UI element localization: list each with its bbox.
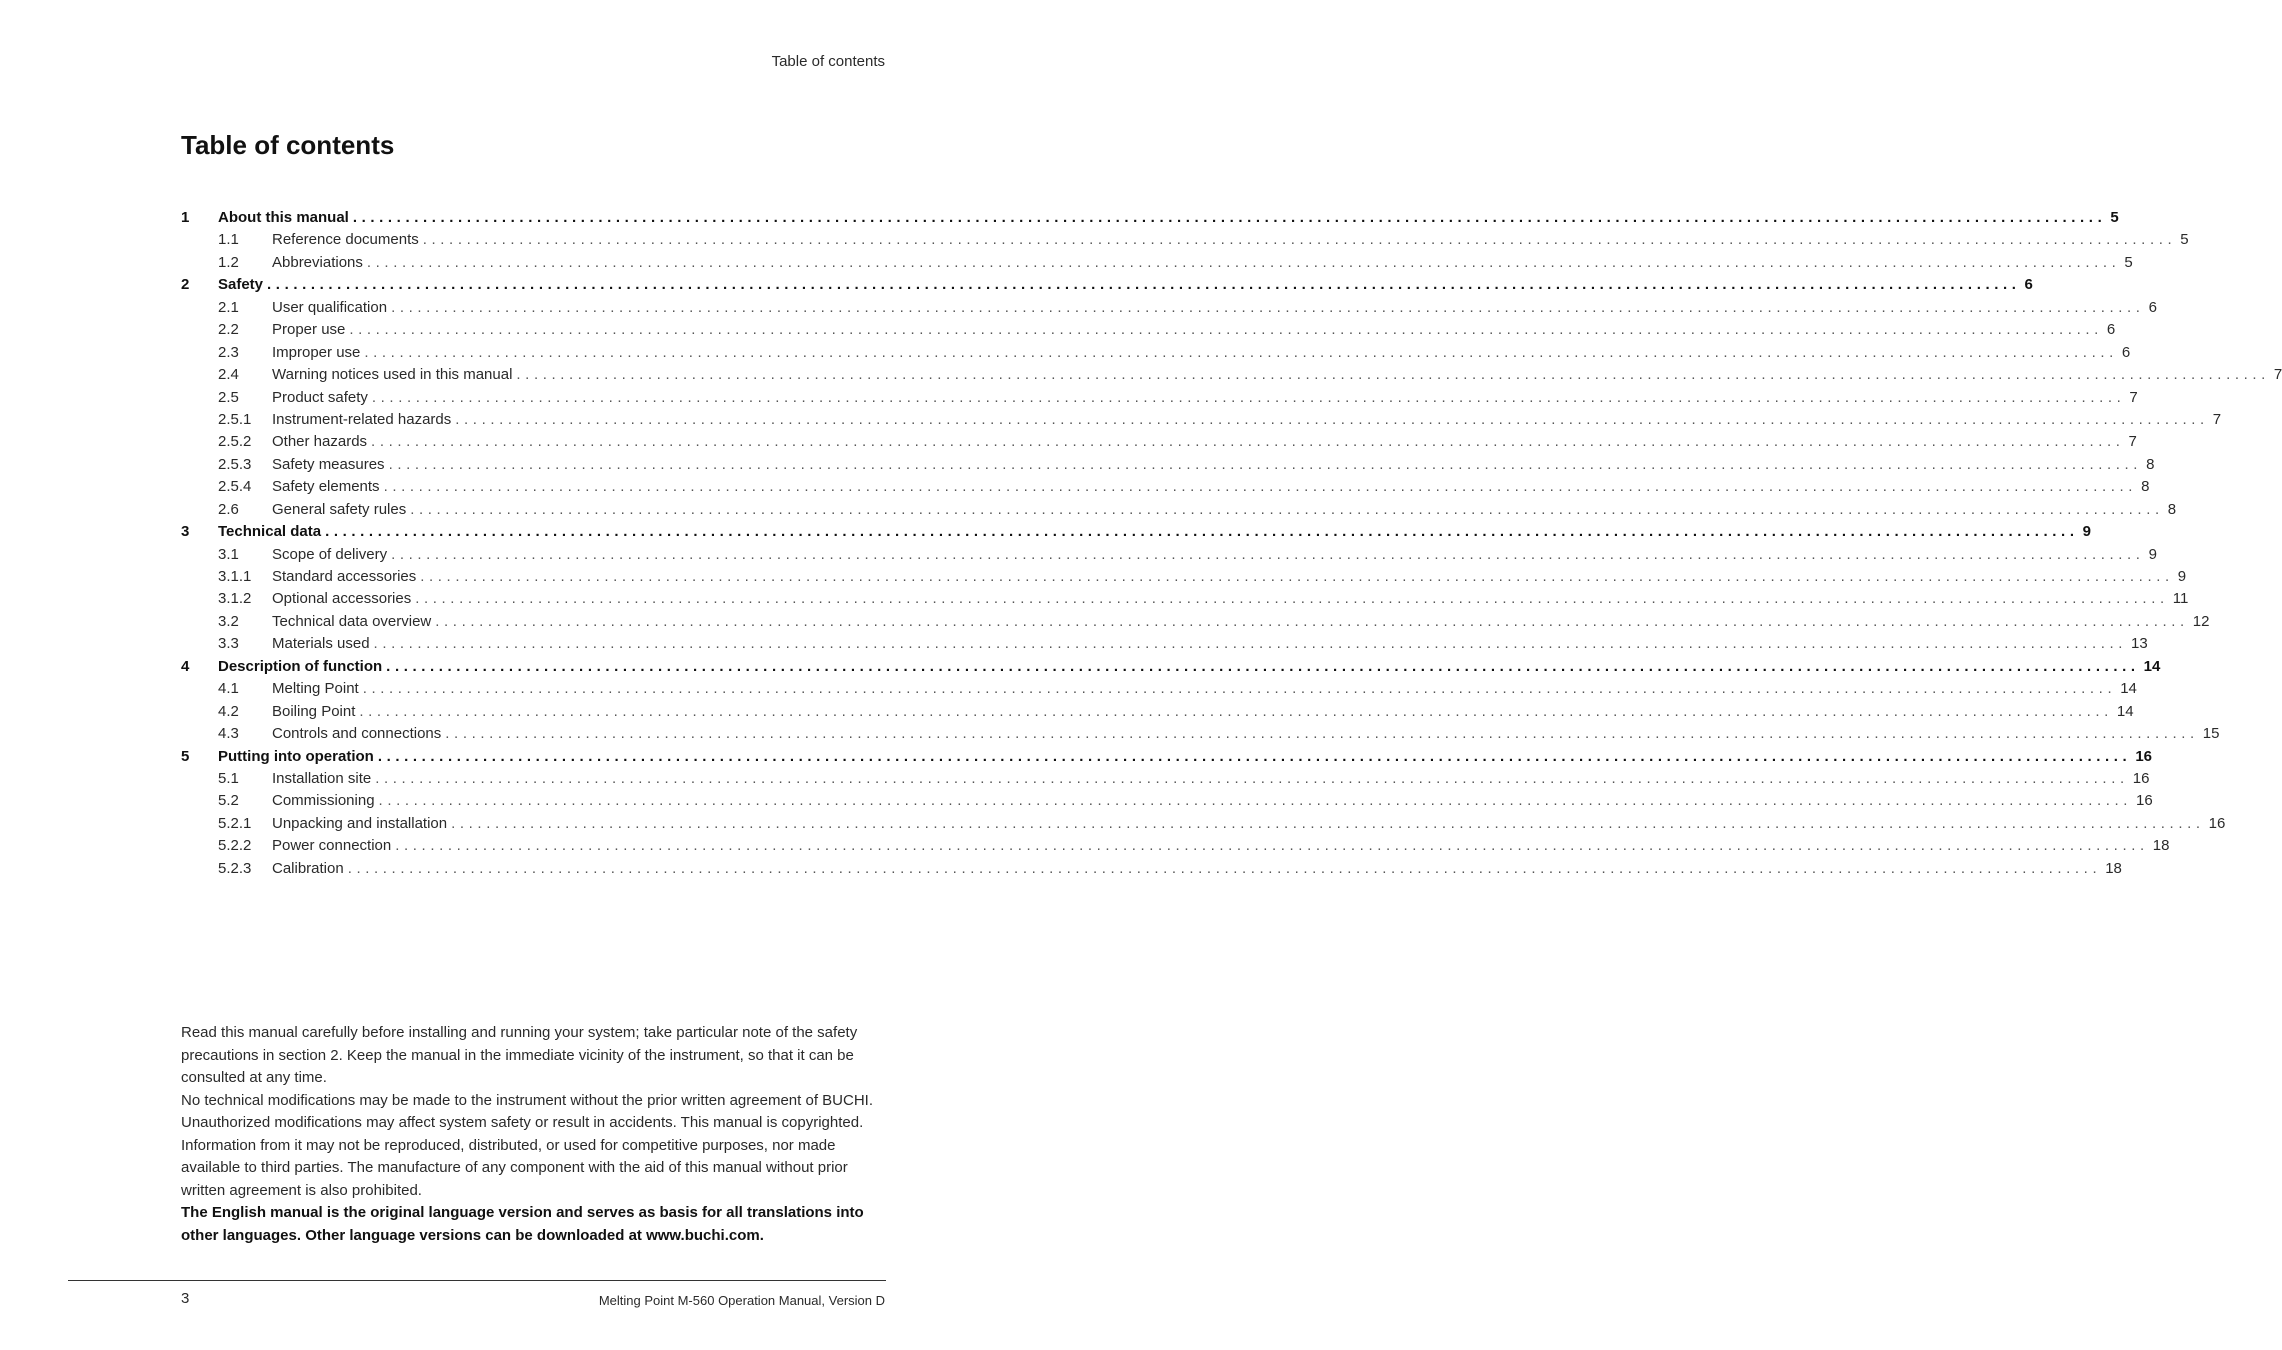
toc-dot-leader: ........................................................................................................................................................................................................ — [386, 657, 2140, 675]
toc-entry[interactable] — [181, 387, 2138, 409]
toc-dot-leader: ........................................................................................................................................................................................................ — [378, 792, 2133, 810]
toc-entry-number: 2.5.4 — [218, 478, 252, 496]
notice-paragraph-copyright: No technical modifications may be made to the instrument without the prior written agreement of BUCHI. Unauthorized modifications may affect system safety or result in accidents. This manual is copyrighted. Information from it may not be reproduced, distributed, or used for competitive purposes, nor made available to third parties. The manufacture of any component with the aid of this manual without prior written agreement is also prohibited. — [181, 1091, 873, 1199]
toc-dot-leader: ........................................................................................................................................................................................................ — [377, 747, 2132, 765]
toc-entry-title: User qualification — [272, 298, 388, 316]
toc-dot-leader: ........................................................................................................................................................................................................ — [410, 500, 2164, 518]
toc-entry-page: 6 — [2121, 343, 2131, 361]
toc-entry-page: 7 — [2128, 433, 2137, 451]
toc-dot-leader: ........................................................................................................................................................................................................ — [455, 410, 2209, 428]
toc-entry-number: 5 — [181, 747, 190, 765]
toc-entry[interactable] — [181, 544, 2157, 566]
toc-entry-page: 9 — [2177, 568, 2187, 585]
toc-dot-leader: ........................................................................................................................................................................................................ — [445, 725, 2199, 743]
toc-entry-title: Abbreviations — [272, 253, 363, 271]
toc-entry-number: 1 — [181, 209, 190, 226]
toc-entry-number: 2.2 — [218, 321, 239, 339]
toc-dot-leader: ........................................................................................................................................................................................................ — [347, 859, 2102, 877]
toc-entry-page: 7 — [2129, 388, 2138, 406]
toc-entry-page: 13 — [2131, 635, 2148, 653]
toc-dot-leader: ........................................................................................................................................................................................................ — [420, 568, 2174, 585]
toc-entry[interactable] — [181, 835, 2170, 857]
toc-entry-title: Melting Point — [272, 680, 359, 698]
toc-entry-title: Product safety — [272, 388, 368, 406]
toc-entry[interactable] — [181, 768, 2150, 790]
toc-entry-title: Safety — [218, 276, 264, 294]
toc-dot-leader: ........................................................................................................................................................................................................ — [435, 612, 2189, 630]
toc-entry-page: 6 — [2148, 298, 2157, 316]
toc-entry[interactable] — [181, 813, 2226, 835]
toc-entry[interactable] — [181, 746, 2152, 768]
toc-entry-title: Technical data overview — [272, 612, 432, 630]
toc-entry-page: 18 — [2152, 837, 2170, 855]
toc-entry-title: Boiling Point — [272, 702, 356, 720]
toc-entry-title: Controls and connections — [272, 725, 442, 743]
toc-entry[interactable] — [181, 229, 2189, 251]
toc-entry[interactable] — [181, 297, 2157, 319]
toc-entry-page: 14 — [2143, 657, 2161, 675]
toc-entry[interactable] — [181, 409, 2222, 431]
toc-entry-page: 6 — [2106, 321, 2116, 339]
toc-dot-leader: ........................................................................................................................................................................................................ — [451, 814, 2205, 832]
toc-entry-title: Standard accessories — [272, 568, 417, 585]
toc-dot-leader: ........................................................................................................................................................................................................ — [422, 231, 2177, 249]
toc-entry[interactable] — [181, 588, 2189, 610]
toc-entry-page: 8 — [2141, 478, 2150, 496]
toc-dot-leader: ........................................................................................................................................................................................................ — [267, 276, 2021, 294]
toc-entry-page: 15 — [2202, 725, 2220, 743]
toc-dot-leader: ........................................................................................................................................................................................................ — [375, 769, 2129, 787]
toc-entry-number: 2.5 — [218, 388, 239, 406]
toc-entry-title: Warning notices used in this manual — [272, 366, 513, 384]
toc-dot-leader: ........................................................................................................................................................................................................ — [362, 680, 2117, 698]
toc-entry-number: 3 — [181, 523, 190, 541]
toc-entry[interactable] — [181, 364, 2282, 386]
toc-entry-title: About this manual — [218, 209, 349, 226]
toc-dot-leader: ........................................................................................................................................................................................................ — [391, 545, 2145, 563]
page-number: 3 — [181, 1290, 190, 1307]
toc-dot-leader: ........................................................................................................................................................................................................ — [366, 253, 2121, 271]
toc-entry-page: 16 — [2132, 769, 2150, 787]
toc-entry[interactable] — [181, 633, 2148, 655]
toc-entry-title: Improper use — [272, 343, 361, 361]
toc-entry-number: 5.2.2 — [218, 837, 252, 855]
toc-entry[interactable] — [181, 207, 2119, 229]
toc-entry-number: 2.3 — [218, 343, 239, 361]
toc-entry-title: Technical data — [218, 523, 322, 541]
toc-entry-title: Scope of delivery — [272, 545, 388, 563]
toc-entry-title: Power connection — [272, 837, 392, 855]
toc-dot-leader: ........................................................................................................................................................................................................ — [364, 343, 2118, 361]
toc-entry[interactable] — [181, 678, 2137, 700]
toc-entry-number: 5.2.1 — [218, 814, 252, 832]
toc-entry-title: Putting into operation — [218, 747, 374, 765]
toc-dot-leader: ........................................................................................................................................................................................................ — [516, 366, 2270, 384]
toc-entry[interactable] — [181, 790, 2153, 812]
toc-entry-title: Description of function — [218, 657, 383, 675]
toc-entry-number: 5.1 — [218, 769, 239, 787]
toc-dot-leader: ........................................................................................................................................................................................................ — [373, 635, 2128, 653]
toc-entry[interactable] — [181, 723, 2220, 745]
toc-dot-leader: ........................................................................................................................................................................................................ — [388, 455, 2143, 473]
toc-entry-page: 16 — [2135, 747, 2152, 765]
toc-entry-title: Optional accessories — [272, 590, 412, 608]
notice-text — [181, 1022, 889, 1247]
notice-paragraph-safety: Read this manual carefully before installing and running your system; take particular note of the safety precautions in section 2. Keep the manual in the immediate vicinity of the instrument, so that it can be consulted at any time. — [181, 1024, 858, 1086]
toc-entry[interactable] — [181, 274, 2033, 296]
toc-entry[interactable] — [181, 858, 2122, 880]
toc-entry[interactable] — [181, 611, 2210, 633]
toc-entry-number: 5.2 — [218, 792, 239, 810]
toc-entry-page: 14 — [2116, 702, 2134, 720]
toc-entry-page: 5 — [2124, 253, 2133, 271]
toc-entry-page: 5 — [2110, 209, 2119, 226]
toc-entry[interactable] — [181, 342, 2131, 364]
toc-entry-number: 3.3 — [218, 635, 239, 653]
toc-entry-number: 2.1 — [218, 298, 239, 316]
toc-entry-number: 2 — [181, 276, 190, 294]
toc-entry[interactable] — [181, 252, 2133, 274]
toc-entry-title: General safety rules — [272, 500, 407, 518]
toc-entry-title: Instrument-related hazards — [272, 410, 452, 428]
toc-entry-page: 14 — [2120, 680, 2137, 698]
toc-entry[interactable] — [181, 431, 2137, 453]
toc-entry-page: 9 — [2148, 545, 2157, 563]
toc-entry-page: 16 — [2136, 792, 2153, 810]
toc-entry-title: Commissioning — [272, 792, 375, 810]
toc-entry[interactable] — [181, 566, 2187, 588]
toc-entry-title: Installation site — [272, 769, 372, 787]
toc-entry-page: 18 — [2105, 859, 2122, 877]
notice-paragraph-language: The English manual is the original language version and serves as basis for all translations into other languages. Other language versions can be downloaded at www.buchi.com. — [181, 1204, 864, 1244]
toc-entry-page: 7 — [2212, 410, 2222, 428]
toc-entry-number: 3.1.1 — [218, 568, 252, 585]
toc-entry[interactable] — [181, 701, 2134, 723]
toc-entry-page: 11 — [2172, 590, 2189, 608]
toc-entry-title: Reference documents — [272, 231, 419, 249]
toc-dot-leader: ........................................................................................................................................................................................................ — [383, 478, 2138, 496]
footer-divider — [68, 1280, 886, 1281]
toc-dot-leader: ........................................................................................................................................................................................................ — [352, 209, 2107, 226]
toc-entry[interactable] — [181, 454, 2155, 476]
toc-entry-title: Unpacking and installation — [272, 814, 448, 832]
toc-dot-leader: ........................................................................................................................................................................................................ — [371, 433, 2125, 451]
toc-entry[interactable] — [181, 656, 2161, 678]
toc-entry-page: 16 — [2208, 814, 2226, 832]
toc-dot-leader: ........................................................................................................................................................................................................ — [349, 321, 2103, 339]
toc-entry[interactable] — [181, 499, 2177, 521]
toc-entry-number: 1.1 — [218, 231, 239, 249]
toc-entry-page: 8 — [2167, 500, 2177, 518]
toc-entry-number: 1.2 — [218, 253, 239, 271]
footer-document-title: Melting Point M-560 Operation Manual, Version D — [598, 1293, 885, 1308]
toc-entry-page: 12 — [2192, 612, 2210, 630]
toc-entry-number: 2.5.3 — [218, 455, 252, 473]
toc-entry-number: 3.1.2 — [218, 590, 252, 608]
toc-entry-number: 2.5.1 — [218, 410, 252, 428]
toc-entry[interactable] — [181, 476, 2150, 498]
page-title: Table of contents — [181, 130, 395, 160]
toc-list — [181, 207, 2282, 880]
toc-entry-title: Calibration — [272, 859, 344, 877]
toc-dot-leader: ........................................................................................................................................................................................................ — [325, 523, 2079, 541]
toc-entry-number: 2.5.2 — [218, 433, 252, 451]
toc-entry-page: 8 — [2146, 455, 2155, 473]
toc-entry-title: Safety measures — [272, 455, 385, 473]
toc-entry[interactable] — [181, 319, 2116, 341]
toc-entry-title: Other hazards — [272, 433, 368, 451]
toc-entry-number: 4.3 — [218, 725, 239, 743]
toc-dot-leader: ........................................................................................................................................................................................................ — [359, 702, 2113, 720]
toc-entry-number: 3.1 — [218, 545, 239, 563]
toc-entry-number: 3.2 — [218, 612, 239, 630]
toc-entry-page: 5 — [2180, 231, 2189, 249]
toc-entry-page: 6 — [2024, 276, 2033, 294]
toc-entry-title: Safety elements — [272, 478, 380, 496]
toc-entry-title: Proper use — [272, 321, 346, 339]
toc-entry-page: 9 — [2082, 523, 2091, 541]
toc-entry[interactable] — [181, 521, 2091, 543]
toc-entry-title: Materials used — [272, 635, 370, 653]
toc-dot-leader: ........................................................................................................................................................................................................ — [395, 837, 2149, 855]
toc-entry-page: 7 — [2273, 366, 2282, 384]
toc-entry-number: 2.4 — [218, 366, 239, 384]
toc-entry-number: 2.6 — [218, 500, 239, 518]
running-head: Table of contents — [771, 53, 885, 70]
toc-dot-leader: ........................................................................................................................................................................................................ — [371, 388, 2126, 406]
toc-entry-number: 5.2.3 — [218, 859, 252, 877]
toc-entry-number: 4.1 — [218, 680, 239, 698]
toc-entry-number: 4.2 — [218, 702, 239, 720]
toc-dot-leader: ........................................................................................................................................................................................................ — [391, 298, 2145, 316]
toc-dot-leader: ........................................................................................................................................................................................................ — [415, 590, 2169, 608]
toc-entry-number: 4 — [181, 657, 190, 675]
